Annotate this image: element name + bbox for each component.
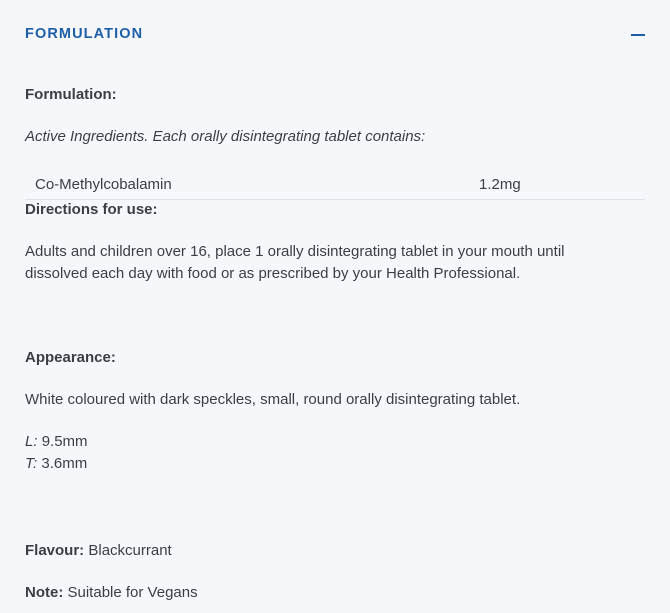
appearance-description: White coloured with dark speckles, small, round orally disintegrating tablet. <box>25 391 521 408</box>
table-row <box>25 172 645 200</box>
note-value: Suitable for Vegans <box>67 584 198 601</box>
ingredient-amount: 1.2mg <box>479 176 521 193</box>
formulation-intro: Active Ingredients. Each orally disintegrating tablet contains: <box>25 128 426 145</box>
length-label: L: <box>25 433 38 450</box>
directions-line-2: dissolved each day with food or as prescribed by your Health Professional. <box>25 265 521 282</box>
flavour-value: Blackcurrant <box>88 542 172 559</box>
flavour-line <box>25 540 645 562</box>
thickness-label: T: <box>25 455 38 472</box>
flavour-label: Flavour: <box>25 542 85 559</box>
ingredient-name: Co-Methylcobalamin <box>35 176 172 193</box>
thickness-value: 3.6mm <box>41 455 88 472</box>
note-label: Note: <box>25 584 64 601</box>
formulation-heading: Formulation: <box>25 86 117 103</box>
minus-icon[interactable] <box>631 27 645 41</box>
directions-line-1: Adults and children over 16, place 1 orally disintegrating tablet in your mouth until <box>25 243 565 260</box>
appearance-dimensions <box>25 431 645 475</box>
note-line <box>25 582 645 604</box>
appearance-heading: Appearance: <box>25 349 116 366</box>
directions-text <box>25 241 645 285</box>
length-value: 9.5mm <box>41 433 88 450</box>
thickness-line <box>25 453 645 475</box>
accordion-header[interactable] <box>25 24 645 44</box>
accordion-title[interactable]: FORMULATION <box>25 26 144 42</box>
length-line <box>25 431 645 453</box>
directions-heading: Directions for use: <box>25 201 158 218</box>
